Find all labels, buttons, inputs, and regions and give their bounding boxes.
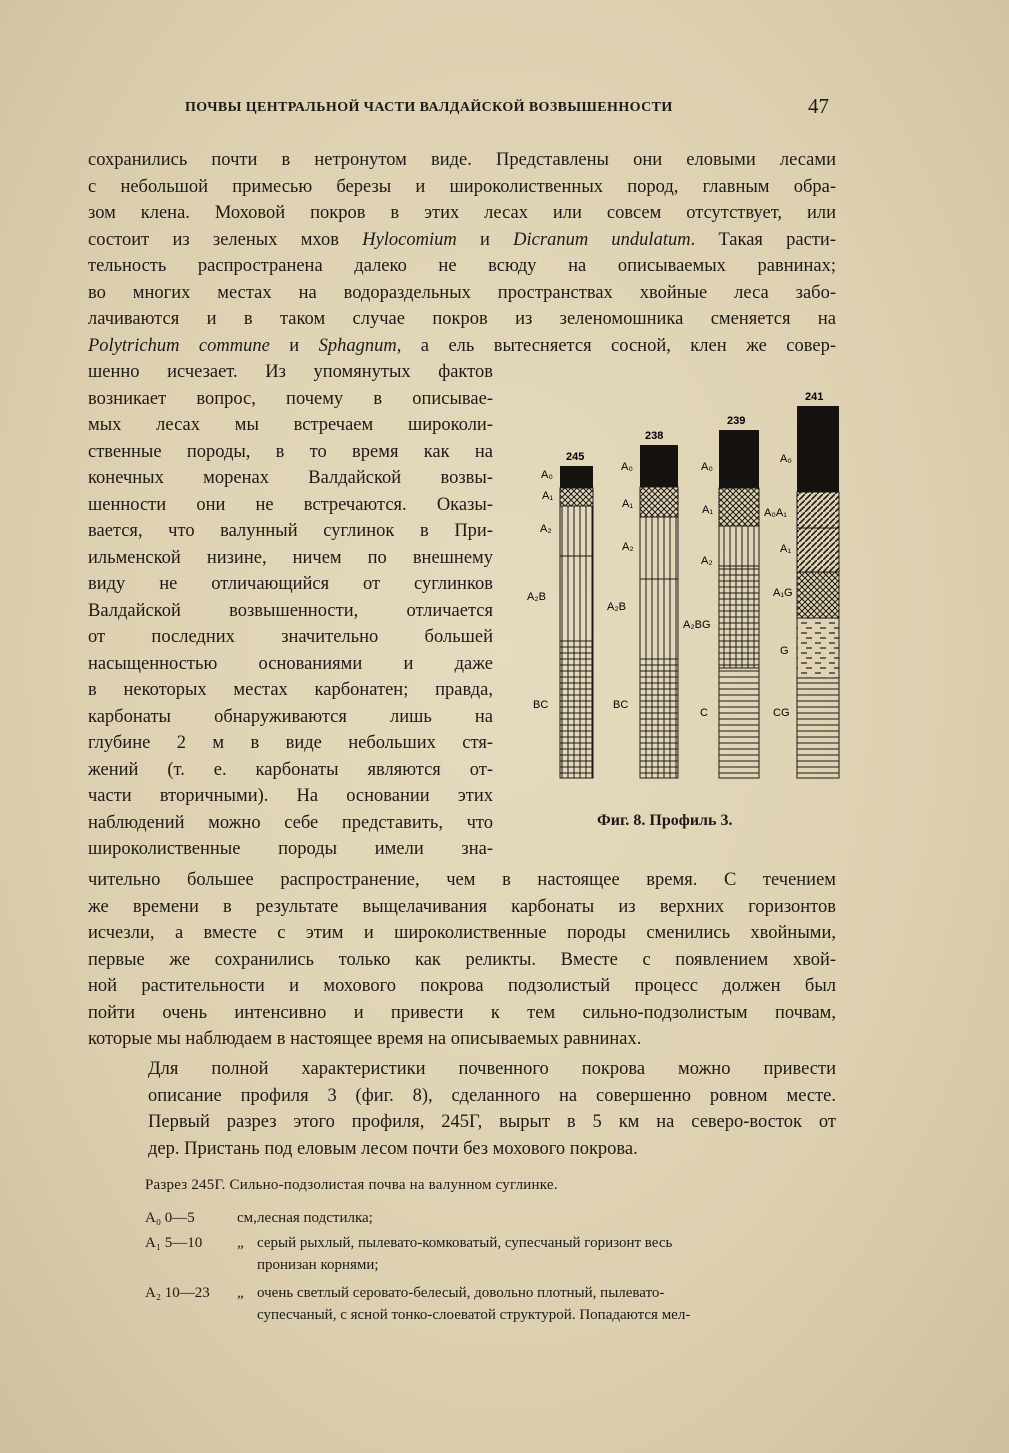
column-238-label: A₁ xyxy=(622,498,634,510)
profile-column-238 xyxy=(607,430,678,778)
column-239-label: A₂BG xyxy=(683,619,711,631)
column-241-label: A₀A₁ xyxy=(764,507,787,519)
text-line: виду не отличающийся от суглинков xyxy=(88,574,493,594)
column-241-label: A₁ xyxy=(780,543,792,555)
soil-profile-figure xyxy=(505,380,845,800)
text-line: насыщенностью основаниями и даже xyxy=(88,653,493,674)
column-238-label: A₂B xyxy=(607,601,626,613)
text-line: жений (т. е. карбонаты являются от- xyxy=(88,759,493,780)
text-line: с небольшой примесью березы и широколиственных пород, главным обра- xyxy=(88,176,836,197)
text-line: ильменской низине, ничем по внешнему xyxy=(88,547,493,568)
text-line: наблюдений можно себе представить, что xyxy=(88,812,493,833)
column-245-label: A₁ xyxy=(542,490,554,502)
text-line: Валдайской возвышенности, отличается xyxy=(88,600,493,621)
text-line: от последних значительно большей xyxy=(88,627,493,647)
text-line: пойти очень интенсивно и привести к тем сильно-подзолистым почвам, xyxy=(88,1002,836,1023)
figure-caption: Фиг. 8. Профиль 3. xyxy=(597,812,733,829)
horizon-desc-line: супесчаный, с ясной тонко-слоеватой структурой. Попадаются мел- xyxy=(257,1307,691,1323)
column-245-label: BC xyxy=(533,699,549,711)
text-line: конечных моренах Валдайской возвы- xyxy=(88,468,493,488)
text-line: описание профиля 3 (фиг. 8), сделанного на совершенно ровном месте. xyxy=(148,1085,836,1106)
column-238-label: A₂ xyxy=(622,541,634,553)
text-line: же времени в результате выщелачивания карбонаты из верхних горизонтов xyxy=(88,896,836,917)
text-line: тельность распространена далеко не всюду на описываемых равнинах; xyxy=(88,256,836,276)
horizon-label: A₂ 10—23 xyxy=(145,1285,210,1301)
text-line: в некоторых местах карбонатен; правда, xyxy=(88,680,493,700)
text-line: исчезли, а вместе с этим и широколиственные породы сменились хвойными, xyxy=(88,923,836,943)
column-241-label: A₀ xyxy=(780,453,792,465)
text-line: шенно исчезает. Из упомянутых фактов xyxy=(88,362,493,382)
text-line: во многих местах на водораздельных пространствах хвойные леса забо- xyxy=(88,282,836,303)
column-238-label: A₀ xyxy=(621,461,633,473)
paragraph-1-end xyxy=(88,867,836,1053)
text-line: возникает вопрос, почему в описывае- xyxy=(88,388,493,409)
text-line: Polytrichum commune и Sphagnum, а ель вытесняется сосной, клен же совер- xyxy=(88,335,836,356)
column-241-label: G xyxy=(780,645,789,657)
column-245-label: A₀ xyxy=(541,469,553,481)
column-239-label: A₀ xyxy=(701,461,713,473)
text-line: Для полной характеристики почвенного покрова можно привести xyxy=(148,1059,836,1079)
horizon-desc: лесная подстилка; xyxy=(257,1210,373,1226)
running-title: ПОЧВЫ ЦЕНТРАЛЬНОЙ ЧАСТИ ВАЛДАЙСКОЙ ВОЗВЫШЕННОСТИ xyxy=(185,100,673,115)
profile-column-245 xyxy=(527,451,593,778)
paragraph-1-wrapped xyxy=(88,359,493,863)
text-line: шенности они не встречаются. Оказы- xyxy=(88,494,493,515)
column-241-id: 241 xyxy=(805,391,824,403)
text-line: первые же сохранились только как реликты. Вместе с появлением хвой- xyxy=(88,949,836,970)
paragraph-1 xyxy=(88,147,836,359)
horizon-desc-line: пронизан корнями; xyxy=(257,1257,379,1273)
text-line: мых лесах мы встречаем широколи- xyxy=(88,415,493,435)
profile-column-241 xyxy=(764,391,839,778)
column-239-label: C xyxy=(700,707,708,719)
column-245-label: A₂B xyxy=(527,591,546,603)
text-line: глубине 2 м в виде небольших стя- xyxy=(88,733,493,753)
text-line: дер. Пристань под еловым лесом почти без мохового покрова. xyxy=(148,1138,638,1159)
column-238-label: BC xyxy=(613,699,629,711)
text-line: лачиваются и в таком случае покров из зеленомошника сменяется на xyxy=(88,309,836,329)
horizon-row xyxy=(145,1282,835,1332)
paragraph-2 xyxy=(88,1056,836,1162)
column-239-id: 239 xyxy=(727,415,746,427)
text-line: широколиственные породы имели зна- xyxy=(88,839,493,859)
text-line: вается, что валунный суглинок в При- xyxy=(88,521,493,541)
horizon-label: A₀ 0—5 xyxy=(145,1210,195,1226)
column-239-label: A₂ xyxy=(701,555,713,567)
horizon-unit: „ xyxy=(237,1285,244,1301)
horizon-desc-line: серый рыхлый, пылевато-комковатый, супесчаный горизонт весь xyxy=(257,1235,673,1251)
column-238-id: 238 xyxy=(645,430,664,442)
horizon-label: A₁ 5—10 xyxy=(145,1235,203,1251)
column-245-id: 245 xyxy=(566,451,585,463)
text-line: сохранились почти в нетронутом виде. Представлены они еловыми лесами xyxy=(88,150,836,170)
column-241-label: A₁G xyxy=(773,587,793,599)
page-number: 47 xyxy=(808,94,829,118)
column-241-label: CG xyxy=(773,707,790,719)
text-line: карбонаты обнаруживаются лишь на xyxy=(88,706,493,727)
horizon-desc xyxy=(257,1232,837,1276)
text-line: чительно большее распространение, чем в настоящее время. С течением xyxy=(88,870,836,890)
profile-column-239 xyxy=(683,415,759,778)
text-line: состоит из зеленых мхов Hylocomium и Dicranum undulatum. Такая расти- xyxy=(88,229,836,250)
column-239-label: A₁ xyxy=(702,504,714,516)
text-line: Первый разрез этого профиля, 245Г, вырыт в 5 км на северо-восток от xyxy=(148,1112,836,1132)
section-title: Разрез 245Г. Сильно-подзолистая почва на валунном суглинке. xyxy=(145,1177,558,1193)
horizon-unit: „ xyxy=(237,1235,244,1251)
horizon-desc-line: очень светлый серовато-белесый, довольно плотный, пылевато- xyxy=(257,1285,665,1301)
column-245-label: A₂ xyxy=(540,523,552,535)
text-line: части вторичными). На основании этих xyxy=(88,786,493,806)
text-line: зом клена. Моховой покров в этих лесах или совсем отсутствует, или xyxy=(88,203,836,223)
text-line: ственные породы, в то время как на xyxy=(88,441,493,462)
text-line: которые мы наблюдаем в настоящее время на описываемых равнинах. xyxy=(88,1029,642,1049)
horizon-unit: см, xyxy=(237,1210,257,1226)
horizon-desc xyxy=(257,1282,837,1326)
horizon-row xyxy=(145,1232,835,1282)
text-line: ной растительности и мохового покрова подзолистый процесс должен был xyxy=(88,976,836,996)
